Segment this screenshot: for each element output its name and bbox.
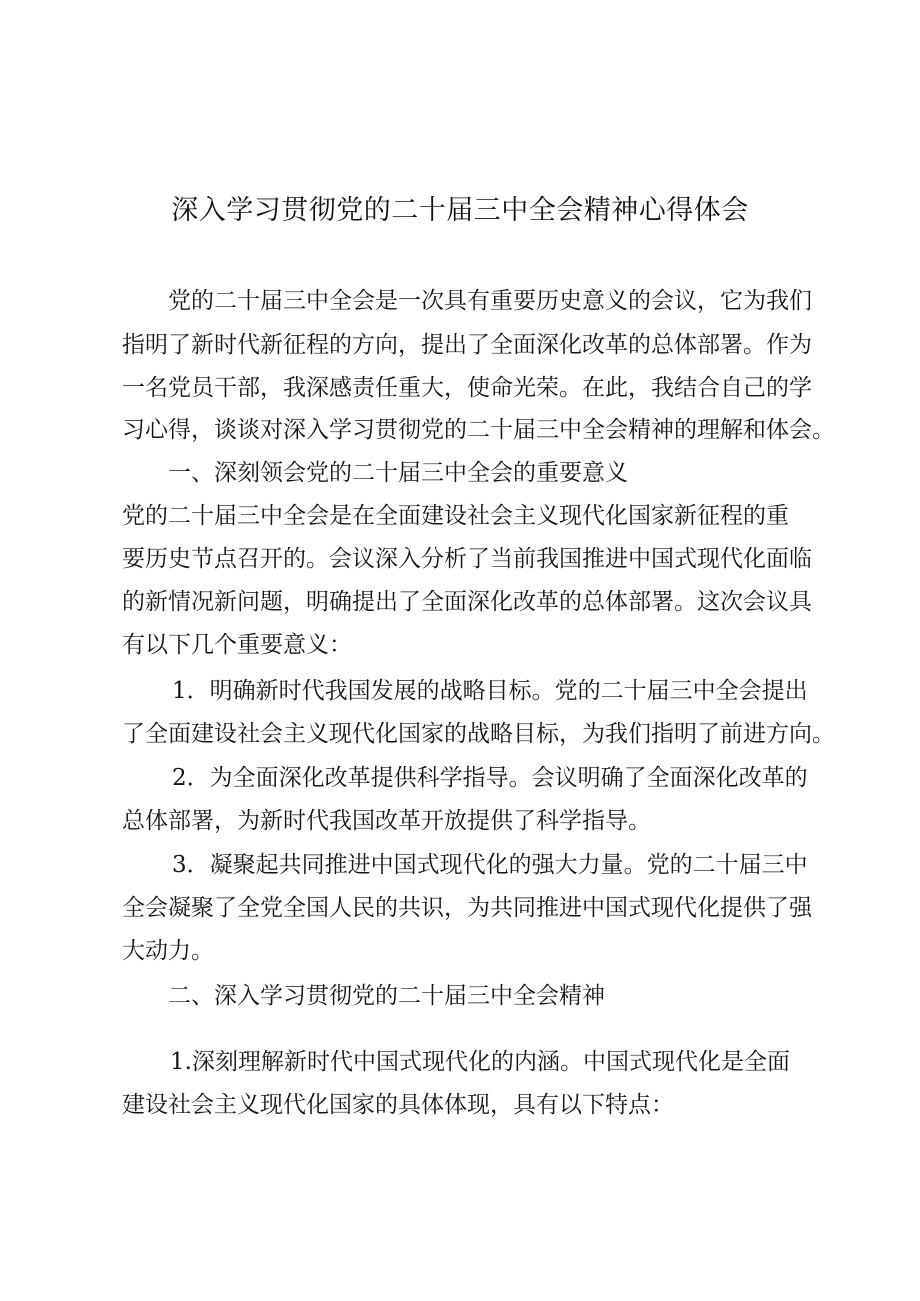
paragraph-line: 要历史节点召开的。会议深入分析了当前我国推进中国式现代化面临	[122, 546, 812, 572]
paragraph-line: 一名党员干部，我深感责任重大，使命光荣。在此，我结合自己的学	[122, 375, 812, 401]
paragraph-line: 建设社会主义现代化国家的具体体现，具有以下特点：	[122, 1092, 674, 1118]
paragraph-line: 指明了新时代新征程的方向，提出了全面深化改革的总体部署。作为	[122, 332, 812, 358]
paragraph-line: 大动力。	[122, 938, 214, 964]
section-heading-1: 一、深刻领会党的二十届三中全会的重要意义	[168, 460, 628, 486]
paragraph-line: 有以下几个重要意义：	[122, 632, 352, 658]
document-title: 深入学习贯彻党的二十届三中全会精神心得体会	[171, 195, 749, 226]
list-item-2: 2．为全面深化改革提供科学指导。会议明确了全面深化改革的	[172, 765, 808, 791]
paragraph-line: 党的二十届三中全会是一次具有重要历史意义的会议，它为我们	[168, 288, 812, 314]
paragraph-line: 党的二十届三中全会是在全面建设社会主义现代化国家新征程的重	[122, 503, 789, 529]
paragraph-line: 的新情况新问题，明确提出了全面深化改革的总体部署。这次会议具	[122, 589, 812, 615]
list-item-sub-1: 1.深刻理解新时代中国式现代化的内涵。中国式现代化是全面	[170, 1049, 790, 1075]
paragraph-line: 总体部署，为新时代我国改革开放提供了科学指导。	[122, 808, 651, 834]
list-item-3: 3．凝聚起共同推进中国式现代化的强大力量。党的二十届三中	[172, 852, 808, 878]
paragraph-line: 了全面建设社会主义现代化国家的战略目标，为我们指明了前进方向。	[122, 721, 835, 747]
list-item-1: 1．明确新时代我国发展的战略目标。党的二十届三中全会提出	[172, 678, 808, 704]
section-heading-2: 二、深入学习贯彻党的二十届三中全会精神	[168, 983, 605, 1009]
paragraph-line: 全会凝聚了全党全国人民的共识，为共同推进中国式现代化提供了强	[122, 895, 812, 921]
paragraph-line: 习心得，谈谈对深入学习贯彻党的二十届三中全会精神的理解和体会。	[122, 417, 835, 443]
